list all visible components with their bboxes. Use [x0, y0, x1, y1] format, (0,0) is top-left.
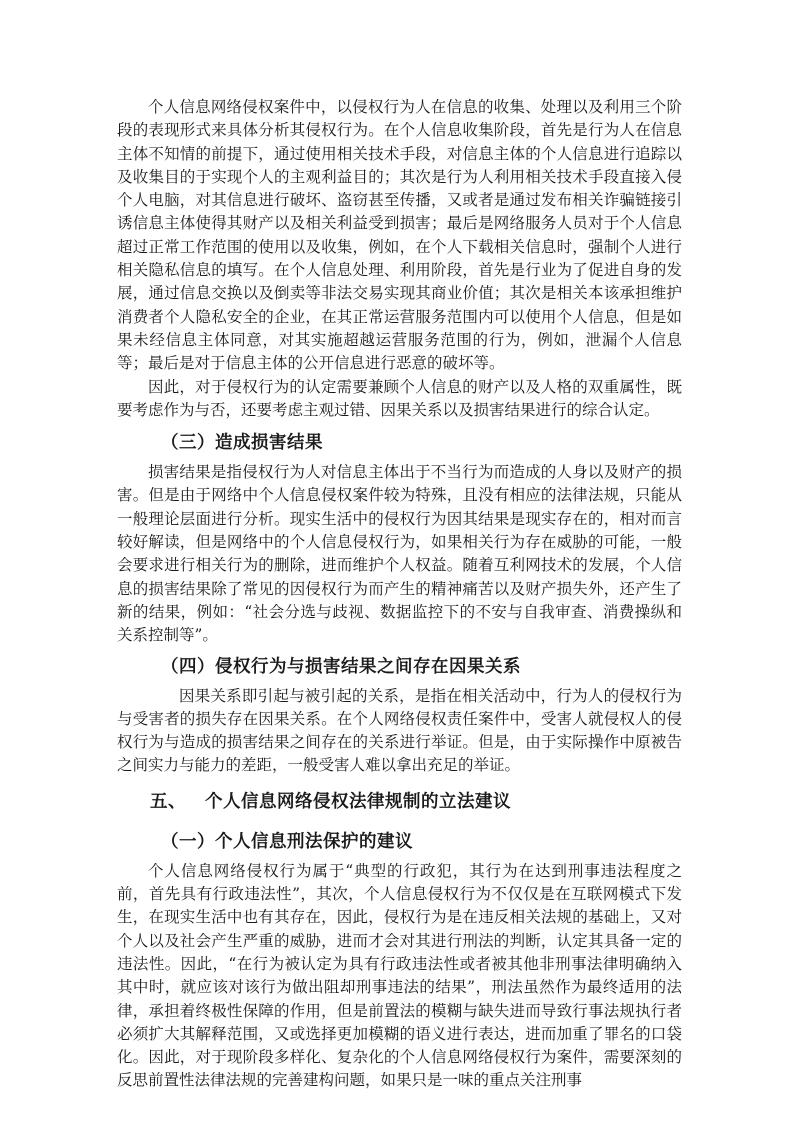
heading-damage-result: （三）造成损害结果: [161, 433, 323, 454]
paragraph-infringement-stages: 个人信息网络侵权案件中，以侵权行为人在信息的收集、处理以及利用三个阶段的表现形式来具体分析其侵权行为。在个人信息收集阶段，首先是行为人在信息主体不知情的前提下，通过使用相关技术手段，对信息主体的个人信息进行追踪以及收集目的于实现个人的主观利益目的；其次是行为人利用相关技术手段直接入侵个人电脑，对其信息进行破坏、盗窃甚至传播，又或者是通过发布相关诈骗链接引诱信息主体使得其财产以及相关利益受到损害；最后是网络服务人员对于个人信息超过正常工作范围的使用以及收集，例如，在个人下载相关信息时，强制个人进行相关隐私信息的填写。在个人信息处理、利用阶段，首先是行业为了促进自身的发展，通过信息交换以及倒卖等非法交易实现其商业价值；其次是相关本该承担维护消费者个人隐私安全的企业，在其正常运营服务范围内可以使用个人信息，但是如果未经信息主体同意，对其实施超越运营服务范围的行为，例如，泄漏个人信息等；最后是对于信息主体的公开信息进行恶意的破坏等。: [117, 98, 682, 373]
heading-legislative-suggestions: [117, 782, 682, 822]
heading-section-title: 个人信息网络侵权法律规制的立法建议: [205, 791, 511, 812]
document-body: [117, 96, 682, 1093]
paragraph-infringement-determination: 因此，对于侵权行为的认定需要兼顾个人信息的财产以及人格的双重属性，既要考虑作为与否，还要考虑主观过错、因果关系以及损害结果进行的综合认定。: [117, 377, 682, 419]
paragraph-damage-result: 损害结果是指侵权行为人对信息主体出于不当行为而造成的人身以及财产的损害。但是由于网络中个人信息侵权案件较为特殊，且没有相应的法律法规，只能从一般理论层面进行分析。现实生活中的侵权行为因其结果是现实存在的，相对而言较好解读，但是网络中的个人信息侵权行为，如果相关行为存在威胁的可能，一般会要求进行相关行为的删除，进而维护个人权益。随着互利网技术的发展，个人信息的损害结果除了常见的因侵权行为而产生的精神痛苦以及财产损失外，还产生了新的结果，例如：“社会分选与歧视、数据监控下的不安与自我审查、消费操纵和关系控制等”。: [117, 463, 682, 645]
heading-criminal-law-protection: （一）个人信息刑法保护的建议: [161, 831, 413, 852]
paragraph-causation: 因果关系即引起与被引起的关系，是指在相关活动中，行为人的侵权行为与受害者的损失存在因果关系。在个人网络侵权责任案件中，受害人就侵权人的侵权行为与造成的损害结果之间存在的关系进行举证。但是，由于实际操作中原被告之间实力与能力的差距，一般受害人难以拿出充足的举证。: [117, 686, 682, 775]
heading-section-number: 五、: [150, 791, 186, 812]
heading-causation: （四）侵权行为与损害结果之间存在因果关系: [161, 656, 521, 677]
paragraph-criminal-law-protection: 个人信息网络侵权行为属于“典型的行政犯，其行为在达到刑事违法程度之前，首先具有行政违法性”，其次，个人信息侵权行为不仅仅是在互联网模式下发生，在现实生活中也有其存在，因此，侵权行为是在违反相关法规的基础上，又对个人以及社会产生严重的威胁，进而才会对其进行刑法的判断，认定其具备一定的违法性。因此，“在行为被认定为具有行政违法性或者被其他非刑事法律明确纳入其中时，就应该对该行为做出阻却刑事违法的结果”，刑法虽然作为最终适用的法律，承担着终极性保障的作用，但是前置法的模糊与缺失进而导致行事法规执行者必须扩大其解释范围，又或选择更加模糊的语义进行表达，进而加重了罪名的口袋化。因此，对于现阶段多样化、复杂化的个人信息网络侵权行为案件，需要深刻的反思前置性法律法规的完善建构问题，如果只是一味的重点关注刑事: [117, 861, 682, 1090]
